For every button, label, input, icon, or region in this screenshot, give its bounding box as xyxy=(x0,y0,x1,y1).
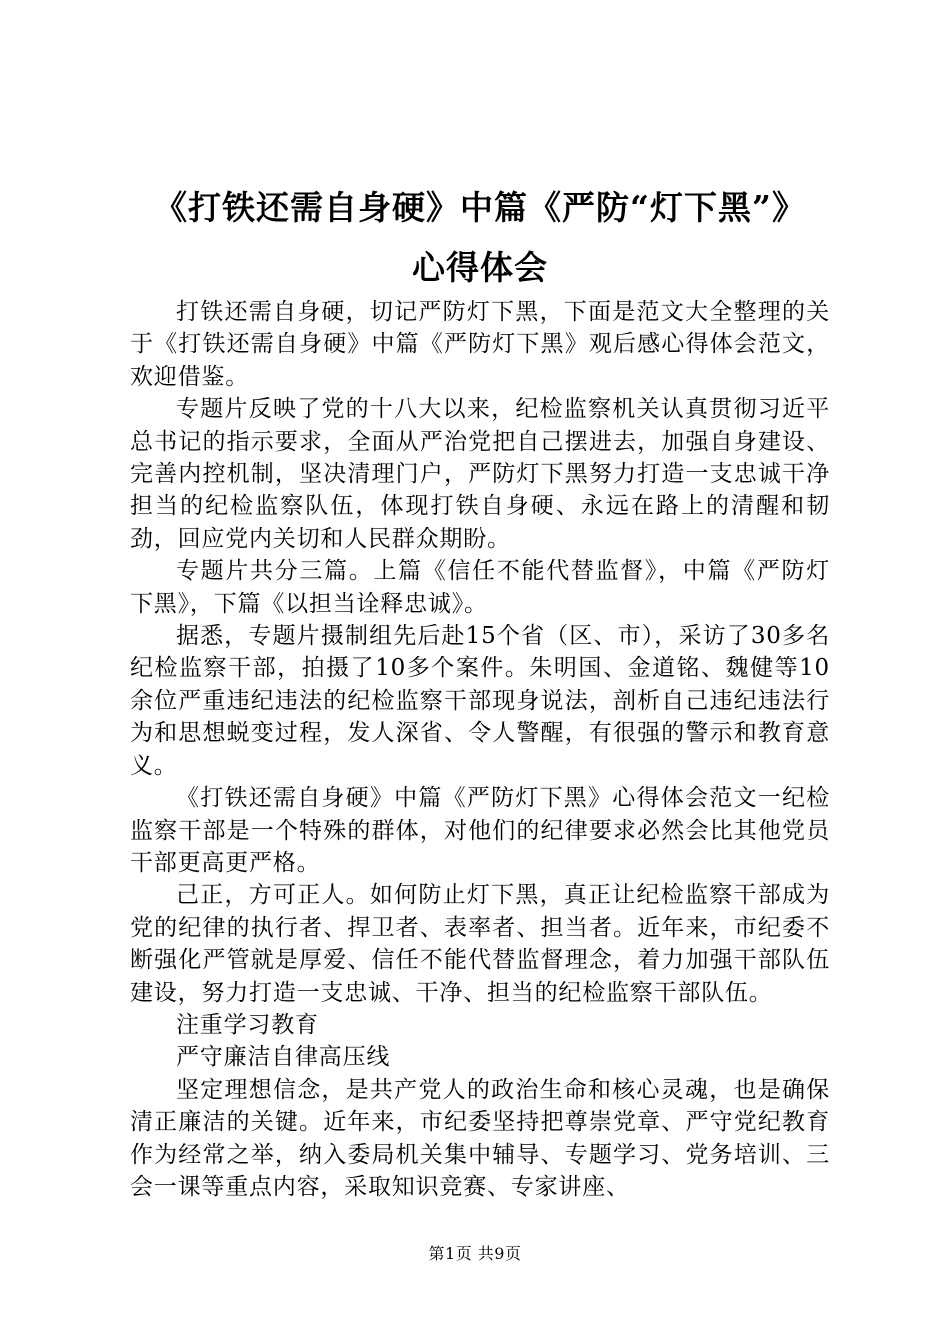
paragraph: 己正，方可正人。如何防止灯下黑，真正让纪检监察干部成为党的纪律的执行者、捍卫者、表率者、担当者。近年来，市纪委不断强化严管就是厚爱、信任不能代替监督理念，着力加强干部队伍建设，努力打造一支忠诚、干净、担当的纪检监察干部队伍。 xyxy=(130,882,830,1006)
paragraph: 《打铁还需自身硬》中篇《严防灯下黑》心得体会范文一纪检监察干部是一个特殊的群体，对他们的纪律要求必然会比其他党员干部更高更严格。 xyxy=(130,785,830,876)
section-heading: 注重学习教育 xyxy=(176,1011,319,1038)
document-title-line-1: 《打铁还需自身硬》中篇《严防“灯下黑”》 xyxy=(154,188,806,227)
paragraph: 据悉，专题片摄制组先后赴15个省（区、市），采访了30多名纪检监察干部，拍摄了10多个案件。朱明国、金道铭、魏健等10余位严重违纪违法的纪检监察干部现身说法，剖析自己违纪违法行为和思想蜕变过程，发人深省、令人警醒，有很强的警示和教育意义。 xyxy=(130,623,830,779)
document-body xyxy=(130,296,830,1203)
paragraph: 专题片共分三篇。上篇《信任不能代替监督》，中篇《严防灯下黑》，下篇《以担当诠释忠诚》。 xyxy=(130,558,830,617)
page-footer: 第1页 共9页 xyxy=(428,1244,522,1263)
paragraph: 专题片反映了党的十八大以来，纪检监察机关认真贯彻习近平总书记的指示要求，全面从严治党把自己摆进去，加强自身建设、完善内控机制，坚决清理门户，严防灯下黑努力打造一支忠诚干净担当的纪检监察队伍，体现打铁自身硬、永远在路上的清醒和韧劲，回应党内关切和人民群众期盼。 xyxy=(130,396,830,552)
paragraph: 打铁还需自身硬，切记严防灯下黑，下面是范文大全整理的关于《打铁还需自身硬》中篇《严防灯下黑》观后感心得体会范文，欢迎借鉴。 xyxy=(130,299,830,390)
section-heading: 严守廉洁自律高压线 xyxy=(176,1044,391,1071)
paragraph: 坚定理想信念，是共产党人的政治生命和核心灵魂，也是确保清正廉洁的关键。近年来，市纪委坚持把尊崇党章、严守党纪教育作为经常之举，纳入委局机关集中辅导、专题学习、党务培训、三会一课等重点内容，采取知识竞赛、专家讲座、 xyxy=(130,1076,830,1200)
document-title-line-2: 心得体会 xyxy=(412,248,548,287)
